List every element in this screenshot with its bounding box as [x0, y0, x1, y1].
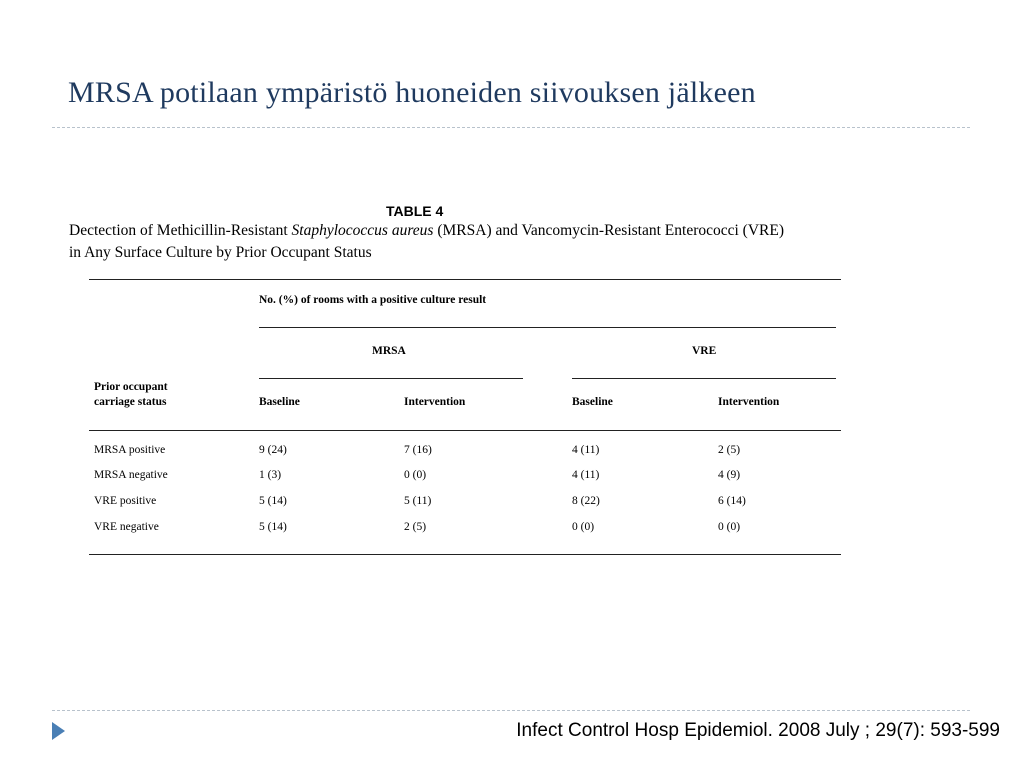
- triangle-bullet-icon: [52, 722, 65, 740]
- table-cell: 5 (14): [259, 521, 287, 533]
- spanner-rule: [259, 327, 836, 328]
- header-bottom-rule: [89, 430, 841, 431]
- row-label-vre-negative: VRE negative: [94, 521, 159, 533]
- caption-line-1: [69, 220, 859, 242]
- caption-text-post: (MRSA) and Vancomycin-Resistant Enterococci (VRE): [433, 222, 785, 239]
- table-cell: 5 (14): [259, 495, 287, 507]
- table-cell: 8 (22): [572, 495, 600, 507]
- row-label-vre-positive: VRE positive: [94, 495, 157, 507]
- citation: Infect Control Hosp Epidemiol. 2008 July ; 29(7): 593-599: [516, 720, 1000, 741]
- table-cell: 1 (3): [259, 469, 282, 481]
- table-cell: 2 (5): [718, 444, 741, 456]
- spanner-header: No. (%) of rooms with a positive culture result: [259, 294, 487, 306]
- table-cell: 0 (0): [718, 521, 741, 533]
- stub-header-line-1: Prior occupant: [94, 381, 168, 393]
- col-header-vre-intervention: Intervention: [718, 396, 780, 408]
- table-bottom-rule: [89, 554, 841, 555]
- mrsa-group-rule: [259, 378, 523, 379]
- table-cell: 2 (5): [404, 521, 427, 533]
- row-label-mrsa-negative: MRSA negative: [94, 469, 168, 481]
- table-heading: TABLE 4: [386, 203, 444, 219]
- slide-title: MRSA potilaan ympäristö huoneiden siivouksen jälkeen: [68, 76, 756, 109]
- table-cell: 5 (11): [404, 495, 432, 507]
- caption-line-2: in Any Surface Culture by Prior Occupant Status: [69, 244, 372, 261]
- col-header-vre-baseline: Baseline: [572, 396, 613, 408]
- row-label-mrsa-positive: MRSA positive: [94, 444, 166, 456]
- table-caption: [69, 220, 859, 264]
- title-divider: [52, 127, 970, 128]
- table-cell: 0 (0): [404, 469, 427, 481]
- table-top-rule: [89, 279, 841, 280]
- col-header-mrsa-baseline: Baseline: [259, 396, 300, 408]
- table-cell: 6 (14): [718, 495, 746, 507]
- stub-header-line-2: carriage status: [94, 396, 167, 408]
- table-cell: 7 (16): [404, 444, 432, 456]
- table-cell: 4 (9): [718, 469, 741, 481]
- col-header-mrsa-intervention: Intervention: [404, 396, 466, 408]
- vre-group-rule: [572, 378, 836, 379]
- group-header-mrsa: MRSA: [372, 345, 406, 357]
- table-cell: 9 (24): [259, 444, 287, 456]
- caption-text-pre: Dectection of Methicillin-Resistant: [69, 222, 292, 239]
- footer-divider: [52, 710, 970, 711]
- caption-italic-species: Staphylococcus aureus: [291, 222, 434, 239]
- group-header-vre: VRE: [692, 345, 717, 357]
- table-cell: 0 (0): [572, 521, 595, 533]
- table-cell: 4 (11): [572, 444, 600, 456]
- table-cell: 4 (11): [572, 469, 600, 481]
